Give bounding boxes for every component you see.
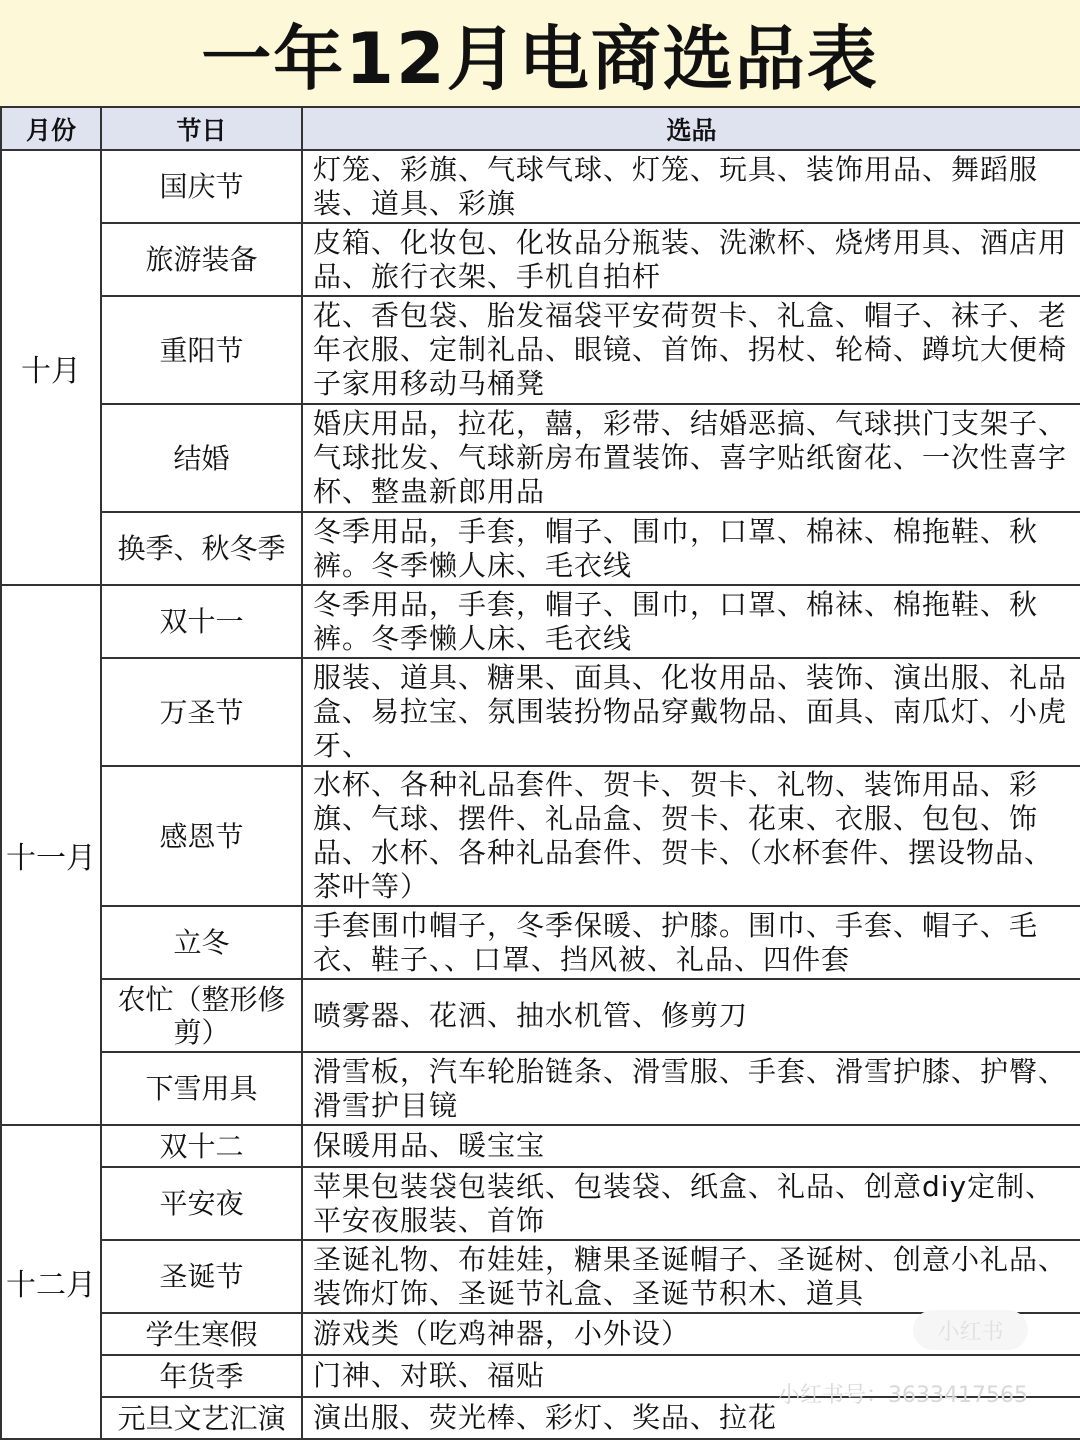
table-row xyxy=(1,223,1080,296)
items-cell: 冬季用品，手套，帽子、围巾，口罩、棉袜、棉拖鞋、秋裤。冬季懒人床、毛衣线 xyxy=(302,512,1080,585)
festival-cell: 学生寒假 xyxy=(101,1313,302,1355)
header-items: 选品 xyxy=(302,107,1080,150)
items-cell: 灯笼、彩旗、气球气球、灯笼、玩具、装饰用品、舞蹈服装、道具、彩旗 xyxy=(302,150,1080,223)
items-cell: 滑雪板，汽车轮胎链条、滑雪服、手套、滑雪护膝、护臀、滑雪护目镜 xyxy=(302,1052,1080,1125)
festival-cell: 重阳节 xyxy=(101,296,302,404)
items-cell: 演出服、荧光棒、彩灯、奖品、拉花 xyxy=(302,1397,1080,1439)
items-cell: 苹果包装袋包装纸、包装袋、纸盒、礼品、创意diy定制、平安夜服装、首饰 xyxy=(302,1167,1080,1240)
month-cell: 十一月 xyxy=(1,585,101,1125)
items-cell: 圣诞礼物、布娃娃，糖果圣诞帽子、圣诞树、创意小礼品、装饰灯饰、圣诞节礼盒、圣诞节积木、道具 xyxy=(302,1240,1080,1313)
table-row xyxy=(1,906,1080,979)
items-cell: 手套围巾帽子，冬季保暖、护膝。围巾、手套、帽子、毛衣、鞋子、、口罩、挡风被、礼品、四件套 xyxy=(302,906,1080,979)
table-row xyxy=(1,512,1080,585)
festival-cell: 万圣节 xyxy=(101,658,302,766)
items-cell: 冬季用品，手套，帽子、围巾，口罩、棉袜、棉拖鞋、秋裤。冬季懒人床、毛衣线 xyxy=(302,585,1080,658)
items-cell: 花、香包袋、胎发福袋平安荷贺卡、礼盒、帽子、袜子、老年衣服、定制礼品、眼镜、首饰、拐杖、轮椅、蹲坑大便椅子家用移动马桶凳 xyxy=(302,296,1080,404)
watermark-logo: 小红书 xyxy=(913,1310,1028,1350)
table-body xyxy=(1,150,1080,1439)
festival-cell: 农忙（整形修剪） xyxy=(101,979,302,1052)
table-row xyxy=(1,404,1080,512)
watermark-text: 小红书号：3633417565 xyxy=(778,1383,1028,1408)
festival-cell: 立冬 xyxy=(101,906,302,979)
table-row xyxy=(1,658,1080,766)
items-cell: 游戏类（吃鸡神器，小外设） xyxy=(302,1313,1080,1355)
festival-cell: 平安夜 xyxy=(101,1167,302,1240)
festival-cell: 双十二 xyxy=(101,1125,302,1167)
table-row xyxy=(1,1240,1080,1313)
month-cell: 十月 xyxy=(1,150,101,585)
table-row xyxy=(1,1052,1080,1125)
table-row xyxy=(1,979,1080,1052)
table-row xyxy=(1,1167,1080,1240)
selection-table xyxy=(0,106,1080,1440)
items-cell: 保暖用品、暖宝宝 xyxy=(302,1125,1080,1167)
title-bar xyxy=(0,0,1080,108)
festival-cell: 换季、秋冬季 xyxy=(101,512,302,585)
items-cell: 皮箱、化妆包、化妆品分瓶装、洗漱杯、烧烤用具、酒店用品、旅行衣架、手机自拍杆 xyxy=(302,223,1080,296)
festival-cell: 双十一 xyxy=(101,585,302,658)
items-cell: 水杯、各种礼品套件、贺卡、贺卡、礼物、装饰用品、彩旗、气球、摆件、礼品盒、贺卡、花束、衣服、包包、饰品、水杯、各种礼品套件、贺卡、（水杯套件、摆设物品、茶叶等） xyxy=(302,766,1080,906)
header-month: 月份 xyxy=(1,107,101,150)
festival-cell: 下雪用具 xyxy=(101,1052,302,1125)
items-cell: 婚庆用品，拉花，囍，彩带、结婚恶搞、气球拱门支架子、气球批发、气球新房布置装饰、喜字贴纸窗花、一次性喜字杯、整蛊新郎用品 xyxy=(302,404,1080,512)
table-row xyxy=(1,296,1080,404)
festival-cell: 圣诞节 xyxy=(101,1240,302,1313)
festival-cell: 感恩节 xyxy=(101,766,302,906)
page-title: 一年12月电商选品表 xyxy=(201,17,879,100)
table-row xyxy=(1,1125,1080,1167)
festival-cell: 国庆节 xyxy=(101,150,302,223)
month-cell: 十二月 xyxy=(1,1125,101,1439)
table-row xyxy=(1,150,1080,223)
header-row xyxy=(1,107,1080,150)
table-row xyxy=(1,585,1080,658)
header-festival: 节日 xyxy=(101,107,302,150)
table-row xyxy=(1,766,1080,906)
festival-cell: 旅游装备 xyxy=(101,223,302,296)
items-cell: 服装、道具、糖果、面具、化妆用品、装饰、演出服、礼品盒、易拉宝、氛围装扮物品穿戴物品、面具、南瓜灯、小虎牙、 xyxy=(302,658,1080,766)
festival-cell: 年货季 xyxy=(101,1355,302,1397)
items-cell: 喷雾器、花洒、抽水机管、修剪刀 xyxy=(302,979,1080,1052)
items-cell: 门神、对联、福贴 xyxy=(302,1355,1080,1397)
festival-cell: 元旦文艺汇演 xyxy=(101,1397,302,1439)
festival-cell: 结婚 xyxy=(101,404,302,512)
